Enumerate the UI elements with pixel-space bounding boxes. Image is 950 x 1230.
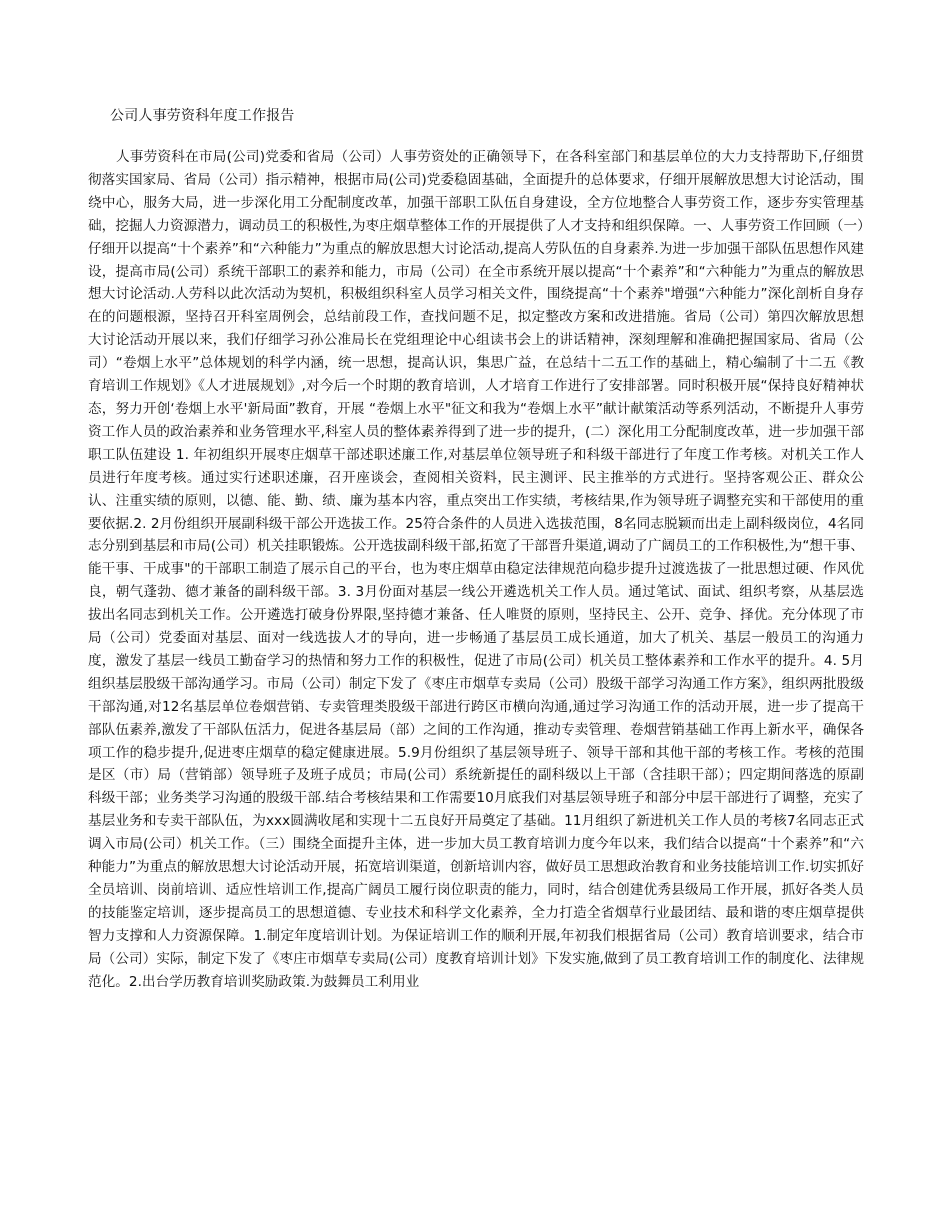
- document-body: 人事劳资科在市局(公司)党委和省局（公司）人事劳资处的正确领导下，在各科室部门和基层单位的大力支持帮助下,仔细贯彻落实国家局、省局（公司）指示精神，根据市局(公司)党委稳固基础，全面提升的总体要求，仔细开展解放思想大讨论活动，围绕中心，服务大局，进一步深化用工分配制度改革，加强干部职工队伍自身建设，全方位地整合人事劳资工作，逐步夯实管理基础，挖掘人力资源潜力，调动员工的积极性,为枣庄烟草整体工作的开展提供了人才支持和组织保障。一、人事劳资工作回顾（一）仔细开以提高“十个素养”和“六种能力”为重点的解放思想大讨论活动,提高人劳队伍的自身素养.为进一步加强干部队伍思想作风建设，提高市局(公司）系统干部职工的素养和能力，市局（公司）在全市系统开展以提高“十个素养”和“六种能力”为重点的解放思想大讨论活动.人劳科以此次活动为契机，积极组织科室人员学习相关文件，围绕提高“十个素养"增强“六种能力”深化剖析自身存在的问题根源，坚持召开科室周例会，总结前段工作，查找问题不足，拟定整改方案和改进措施。省局（公司）第四次解放思想大讨论活动开展以来，我们仔细学习孙公准局长在党组理论中心组读书会上的讲话精神，深刻理解和准确把握国家局、省局（公司）“卷烟上水平”总体规划的科学内涵，统一思想，提高认识，集思广益，在总结十二五工作的基础上，精心编制了十二五《教育培训工作规划》《人才进展规划》,对今后一个时期的教育培训，人才培育工作进行了安排部署。同时积极开展“保持良好精神状态，努力开创‘卷烟上水平'新局面”教育，开展 “卷烟上水平"征文和我为“卷烟上水平”献计献策活动等系列活动，不断提升人事劳资工作人员的政治素养和业务管理水平,科室人员的整体素养得到了进一步的提升，(二）深化用工分配制度改革，进一步加强干部职工队伍建设 1. 年初组织开展枣庄烟草干部述职述廉工作,对基层单位领导班子和科级干部进行了年度工作考核。对机关工作人员进行年度考核。通过实行述职述廉，召开座谈会，查阅相关资料，民主测评、民主推举的方式进行。坚持客观公正、群众公认、注重实绩的原则，以德、能、勤、绩、廉为基本内容，重点突出工作实绩，考核结果,作为领导班子调整充实和干部使用的重要依据.2. 2月份组织开展副科级干部公开选拔工作。25符合条件的人员进入选拔范围，8名同志脱颖而出走上副科级岗位，4名同志分别到基层和市局(公司）机关挂职锻炼。公开选拔副科级干部,拓宽了干部晋升渠道,调动了广阔员工的工作积极性,为“想干事、能干事、干成事"的干部职工制造了展示自己的平台，也为枣庄烟草由稳定法律规范向稳步提升过渡选拔了一批思想过硬、作风优良，朝气蓬勃、德才兼备的副科级干部。3. 3月份面对基层一线公开遴选机关工作人员。通过笔试、面试、组织考察，从基层选拔出名同志到机关工作。公开遴选打破身份界限,坚持德才兼备、任人唯贤的原则，坚持民主、公开、竞争、择优。充分体现了市局（公司）党委面对基层、面对一线选拔人才的导向，进一步畅通了基层员工成长通道，加大了机关、基层一般员工的沟通力度，激发了基层一线员工勤奋学习的热情和努力工作的积极性，促进了市局(公司）机关员工整体素养和工作水平的提升。4. 5月组织基层股级干部沟通学习。市局（公司）制定下发了《枣庄市烟草专卖局（公司）股级干部学习沟通工作方案》，组织两批股级干部沟通,对12名基层单位卷烟营销、专卖管理类股级干部进行跨区市横向沟通,通过学习沟通工作的活动开展，进一步了提高干部队伍素养,激发了干部队伍活力，促进各基层局（部）之间的工作沟通，推动专卖管理、卷烟营销基础工作再上新水平，确保各项工作的稳步提升,促进枣庄烟草的稳定健康进展。5.9月份组织了基层领导班子、领导干部和其他干部的考核工作。考核的范围是区（市）局（营销部）领导班子及班子成员；市局(公司）系统新提任的副科级以上干部（含挂职干部）；四定期间落选的原副科级干部；业务类学习沟通的股级干部.结合考核结果和工作需要10月底我们对基层领导班子和部分中层干部进行了调整，充实了基层业务和专卖干部队伍，为xxx圆满收尾和实现十二五良好开局奠定了基础。11月组织了新进机关工作人员的考核7名同志正式调入市局(公司）机关工作。（三）围绕全面提升主体，进一步加大员工教育培训力度今年以来，我们结合以提高“十个素养”和“六种能力”为重点的解放思想大讨论活动开展，拓宽培训渠道，创新培训内容，做好员工思想政治教育和业务技能培训工作.切实抓好全员培训、岗前培训、适应性培训工作,提高广阔员工履行岗位职责的能力，同时，结合创建优秀县级局工作开展，抓好各类人员的技能鉴定培训，逐步提高员工的思想道德、专业技术和科学文化素养，全力打造全省烟草行业最团结、最和谐的枣庄烟草提供智力支撑和人力资源保障。1.制定年度培训计划。为保证培训工作的顺利开展,年初我们根据省局（公司）教育培训要求，结合市局（公司）实际，制定下发了《枣庄市烟草专卖局(公司）度教育培训计划》下发实施,做到了员工教育培训工作的制度化、法律规范化。2.出台学历教育培训奖励政策.为鼓舞员工利用业: [88, 149, 864, 990]
- document-title: 公司人事劳资科年度工作报告: [110, 108, 295, 124]
